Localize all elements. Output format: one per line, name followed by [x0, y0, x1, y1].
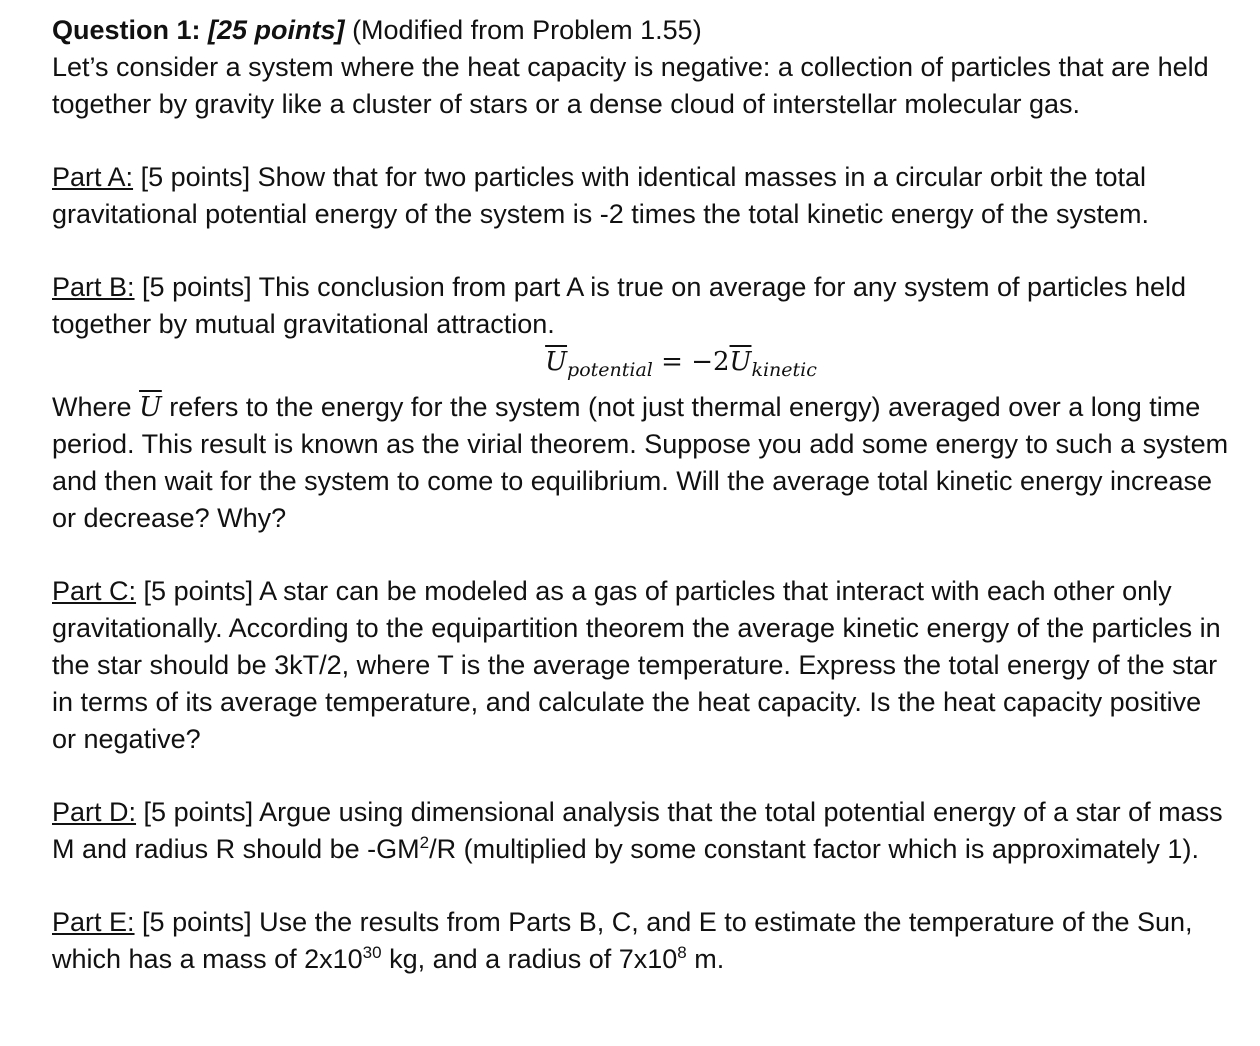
question-intro: Let’s consider a system where the heat capacity is negative: a collection of particles that are held together by gravity like a cluster of stars or a dense cloud of interstellar molecular gas. — [52, 52, 1209, 119]
part-e-text-pre: [5 points] Use the results from Parts B, C, and E to estimate the temperature of the Sun, which has a mass of 2x10 — [52, 907, 1193, 975]
where-post: refers to the energy for the system (not just thermal energy) averaged over a long time period. This result is known as the virial theorem. Suppose you add some energy to such a system and then wait for the system to come to equilibrium. Will the average total kinetic energy increase or decrease? Why? — [52, 392, 1229, 534]
part-a-text: [5 points] Show that for two particles with identical masses in a circular orbit the total gravitational potential energy of the system is -2 times the total kinetic energy of the system. — [52, 162, 1150, 229]
part-d-text-pre: [5 points] Argue using dimensional analysis that the total potential energy of a star of mass M and radius R should be -GM — [52, 797, 1223, 865]
part-b-where — [52, 389, 1230, 537]
where-pre: Where — [52, 392, 140, 423]
part-c — [52, 573, 1230, 758]
part-c-text: [5 points] A star can be modeled as a gas of particles that interact with each other only gravitationally. According to the equipartition theorem the average kinetic energy of the particles in the star should be 3kT/2, where T is the average temperature. Express the total energy of the star in terms of its average temperature, and calculate the heat capacity. Is the heat capacity positive or negative? — [52, 576, 1221, 755]
part-e-label: Part E: — [52, 907, 135, 938]
part-d-text-post: /R (multiplied by some constant factor which is approximately 1). — [429, 834, 1199, 865]
part-a-label: Part A: — [52, 162, 134, 192]
part-b-text: [5 points] This conclusion from part A is true on average for any system of particles held together by mutual gravitational attraction. — [52, 272, 1187, 339]
eq-rhs: $\overline{U}$ — [729, 347, 752, 377]
question-title: Question 1: — [52, 15, 201, 45]
eq-lhs-sub: potential — [567, 359, 653, 382]
part-d-label: Part D: — [52, 797, 137, 828]
eq-lhs: $\overline{U}$ — [545, 347, 568, 377]
question-source: (Modified from Problem 1.55) — [352, 15, 702, 45]
part-d-sup: 2 — [419, 833, 430, 853]
part-b — [52, 269, 1230, 537]
eq-mid: = −2 — [652, 347, 730, 377]
part-d — [52, 794, 1230, 868]
part-e-text-post: m. — [686, 944, 725, 975]
virial-equation — [52, 343, 1230, 389]
where-symbol: $\overline{U}$ — [139, 392, 162, 424]
part-b-label: Part B: — [52, 272, 135, 302]
question-header — [52, 12, 1230, 123]
part-e — [52, 904, 1230, 978]
part-e-sup2: 8 — [677, 943, 687, 963]
question-points: [25 points] — [208, 15, 345, 45]
part-e-sup1: 30 — [362, 943, 382, 963]
question-title-line — [52, 12, 1230, 49]
part-c-label: Part C: — [52, 576, 137, 607]
part-a — [52, 159, 1230, 233]
part-e-text-mid: kg, and a radius of 7x10 — [381, 944, 678, 975]
eq-rhs-sub: kinetic — [751, 359, 817, 382]
